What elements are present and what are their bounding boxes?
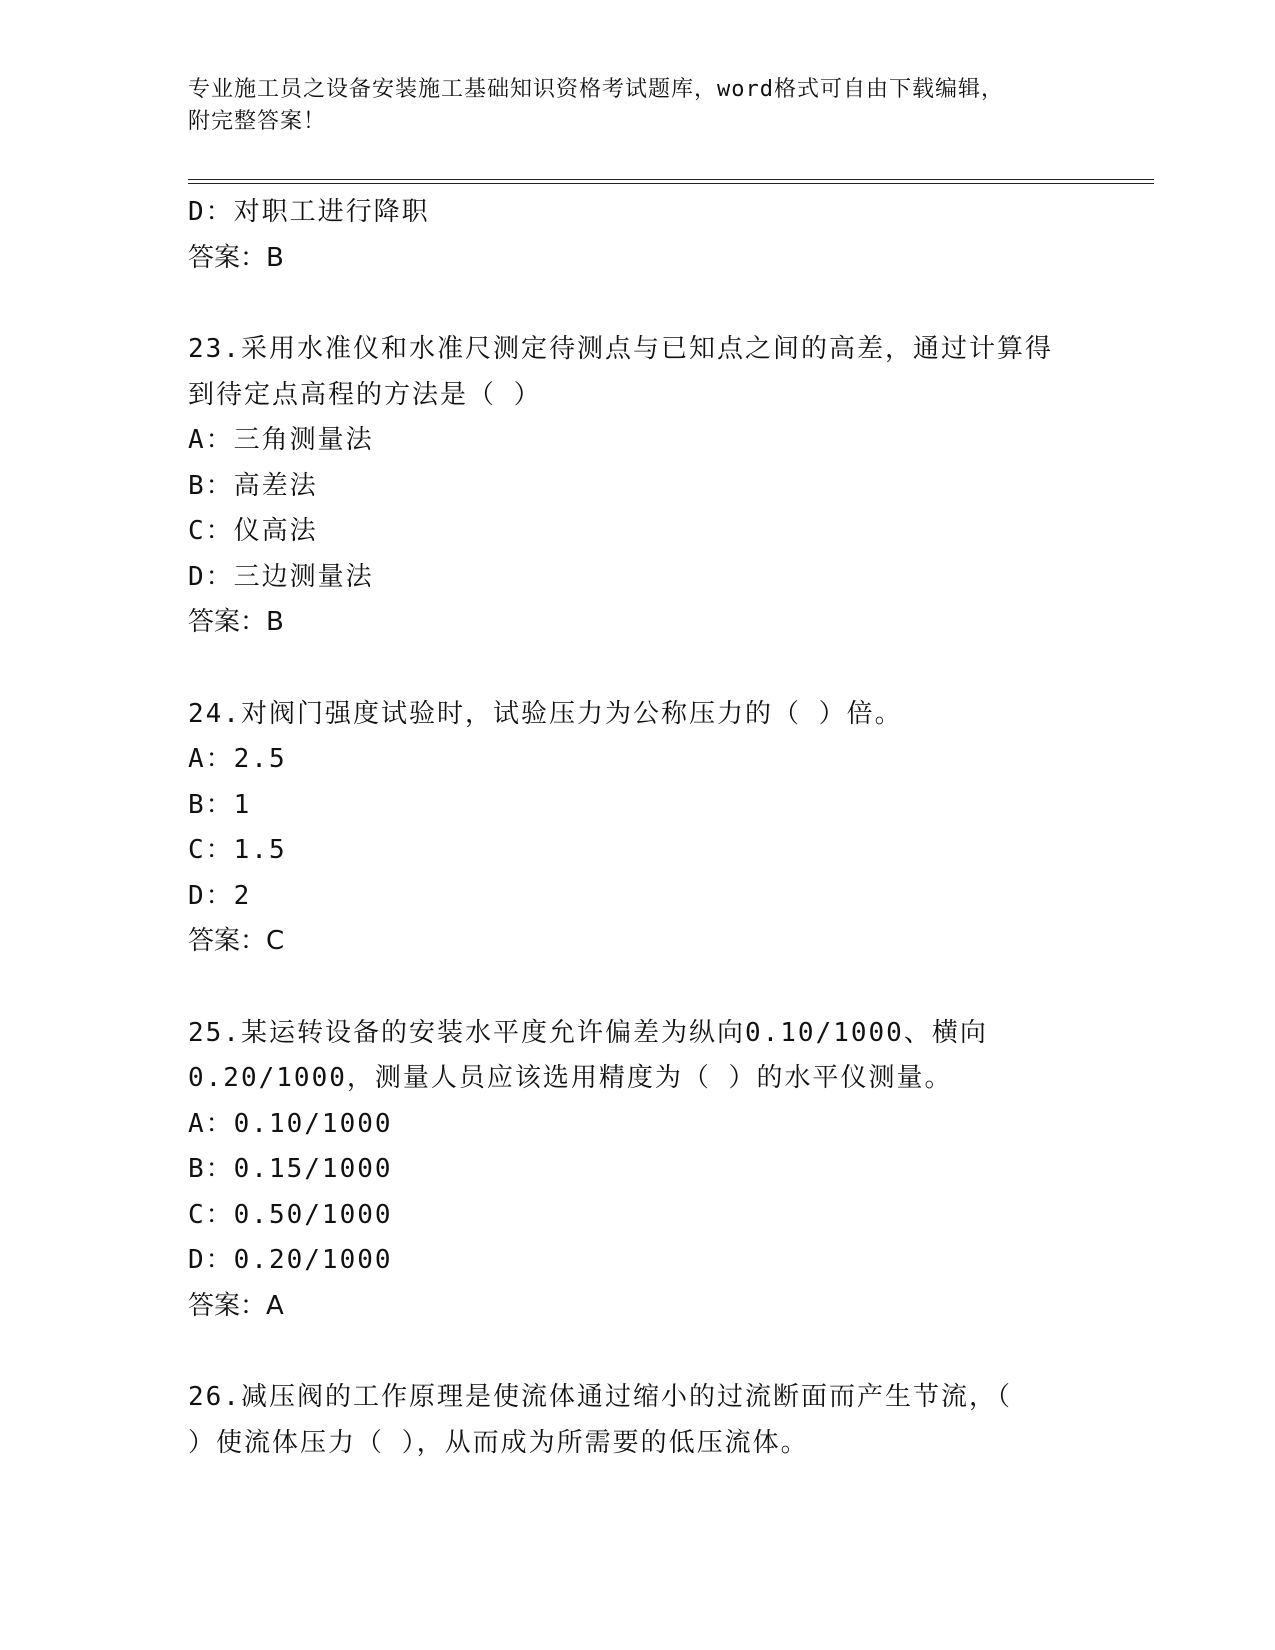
header-line-1: 专业施工员之设备安装施工基础知识资格考试题库，word格式可自由下载编辑， — [188, 77, 1004, 102]
answer-line: 答案：B — [188, 242, 284, 273]
question-list — [188, 190, 1108, 1466]
question-24 — [188, 692, 1108, 965]
question-23 — [188, 327, 1108, 646]
header-divider-bottom — [188, 183, 1154, 184]
option-a: A：0.10/1000 — [188, 1108, 393, 1139]
page-header — [188, 74, 1088, 138]
spacer — [188, 646, 1108, 692]
question-stem-line-1: 26.减压阀的工作原理是使流体通过缩小的过流断面而产生节流，（ — [188, 1382, 1012, 1412]
option-a: A：三角测量法 — [188, 425, 374, 455]
option-d: D：三边测量法 — [188, 561, 374, 592]
option-b: B：0.15/1000 — [188, 1154, 393, 1184]
option-d: D：0.20/1000 — [188, 1245, 393, 1275]
question-25 — [188, 1011, 1108, 1330]
answer-line: 答案：C — [188, 926, 285, 956]
spacer — [188, 965, 1108, 1011]
header-line-2: 附完整答案！ — [188, 109, 327, 134]
option-d: D：2 — [188, 880, 252, 911]
question-stem-line-2: 0.20/1000，测量人员应该选用精度为（ ）的水平仪测量。 — [188, 1063, 953, 1093]
option-a: A：2.5 — [188, 744, 287, 774]
spacer — [188, 281, 1108, 327]
option-c: C：仪高法 — [188, 516, 318, 546]
option-c: C：0.50/1000 — [188, 1199, 393, 1230]
question-stem-line-1: 23.采用水准仪和水准尺测定待测点与已知点之间的高差，通过计算得 — [188, 334, 1053, 364]
option-c: C：1.5 — [188, 835, 287, 865]
question-stem-line-2: 到待定点高程的方法是（ ） — [188, 379, 542, 410]
question-stem-line-1: 24.对阀门强度试验时，试验压力为公称压力的（ ）倍。 — [188, 698, 903, 729]
header-divider-top — [188, 179, 1154, 180]
question-22-tail — [188, 190, 1108, 281]
option-b: B：高差法 — [188, 470, 318, 501]
option-b: B：1 — [188, 789, 252, 820]
question-stem-line-2: ）使流体压力（ ），从而成为所需要的低压流体。 — [188, 1427, 809, 1458]
spacer — [188, 1329, 1108, 1375]
answer-line: 答案：B — [188, 607, 284, 637]
question-stem-line-1: 25.某运转设备的安装水平度允许偏差为纵向0.10/1000、横向 — [188, 1017, 988, 1048]
answer-line: 答案：A — [188, 1290, 284, 1321]
question-26 — [188, 1375, 1108, 1466]
option-d: D：对职工进行降职 — [188, 197, 430, 227]
